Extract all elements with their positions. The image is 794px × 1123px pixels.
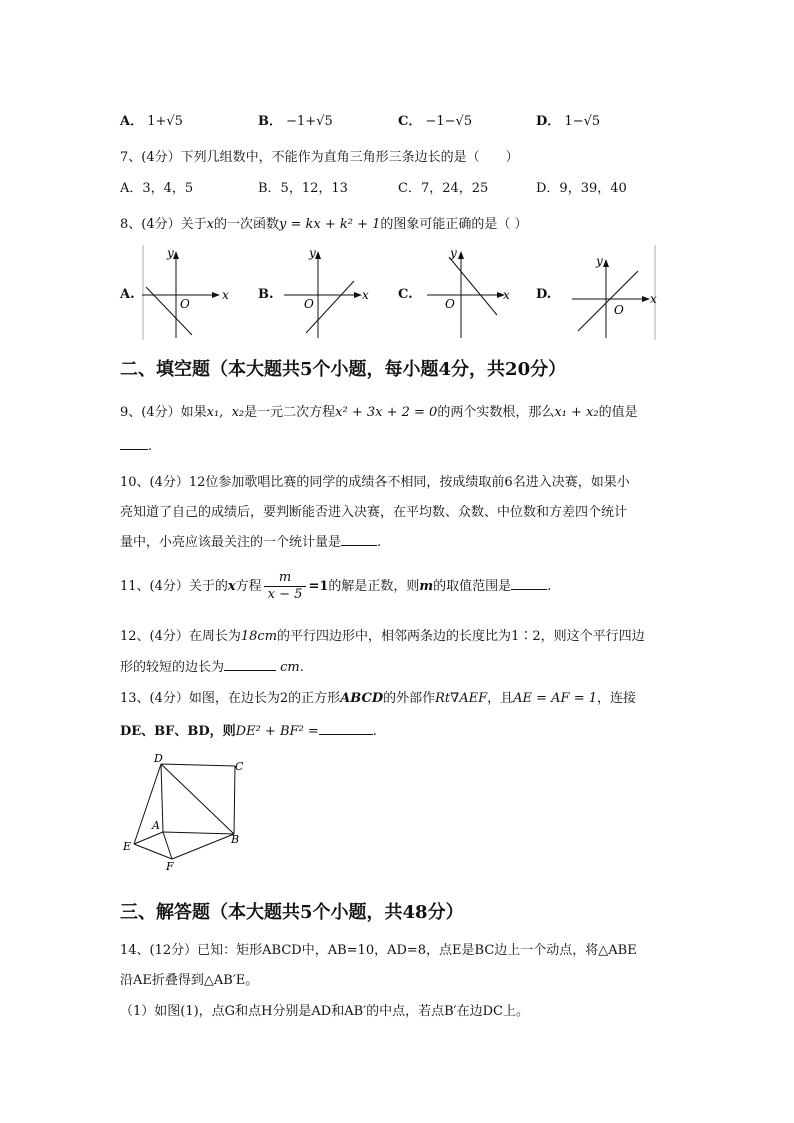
q8-option-d-label: D. [536,287,552,302]
q14-line-2: 沿AE折叠得到△AB′E。 [120,973,259,988]
q9-answer-line: . [120,437,152,454]
q8-option-a-label: A. [120,287,135,302]
q6-option-b-label: B． [258,114,282,129]
q6-option-c-label: C． [398,114,422,129]
q8-graph-c [425,245,520,340]
q7-option-c: C．7，24，25 [398,181,489,196]
q8-option-c-label: C. [398,287,413,302]
q6-option-c: −1−√5 [425,114,473,129]
svg-text:x: x [362,288,369,302]
svg-text:x: x [222,288,229,302]
q7-option-a: A．3，4，5 [120,181,194,196]
svg-text:y: y [450,246,457,260]
q11-blank[interactable] [511,577,547,590]
svg-text:O: O [614,303,624,317]
q6-option-a: 1+√5 [147,114,183,129]
q12-stem: 12、(4分）在周长为18cm的平行四边形中，相邻两条边的长度比为1∶2，则这个平行四边 [120,629,645,644]
svg-text:y: y [167,246,174,260]
svg-text:C: C [235,760,244,773]
q14-line-1: 14、(12分）已知：矩形ABCD中，AB=10，AD=8，点E是BC边上一个动点，将△ABE [120,943,637,958]
q13-line-2: DE、BF、BD，则DE² + BF² = . [120,724,377,739]
q6-option-a-label: A． [120,114,144,129]
q8-graph-a [140,245,235,340]
q7-option-d: D．9，39，40 [536,181,627,196]
q10-line-2: 亮知道了自己的成绩后，要判断能否进入决赛，在平均数、众数、中位数和方差四个统计 [120,505,628,520]
q7-stem: 7、(4分）下列几组数中，不能作为直角三角形三条边长的是（ ） [120,150,519,165]
q14-line-3: （1）如图(1)，点G和点H分别是AD和AB′的中点，若点B′在边DC上。 [120,1004,529,1019]
q13-stem: 13、(4分）如图，在边长为2的正方形ABCD的外部作Rt∇AEF，且AE = AF = 1，连接 [120,691,637,706]
q8-graph-b [282,245,377,340]
q12-blank[interactable] [224,658,276,671]
q11-fraction: $\frac{m}{x - 5}$ [264,570,307,603]
q6-option-d: 1−√5 [564,114,601,129]
q11-stem: 11、(4分）关于的x方程 $\frac{m}{x - 5}$ =1的解是正数，则m的取值范围是 . [120,570,552,602]
svg-text:B: B [231,833,240,846]
q8-graph-d [570,245,665,340]
svg-text:x: x [650,292,657,306]
q10-blank[interactable] [341,533,377,546]
svg-text:x: x [503,288,510,302]
svg-text:E: E [123,840,132,853]
svg-text:F: F [166,860,174,873]
section-2-heading: 二、填空题（本大题共5个小题，每小题4分，共20分） [120,359,567,380]
svg-text:y: y [596,254,603,268]
svg-text:A: A [152,819,160,832]
q9-blank[interactable] [120,437,148,450]
svg-text:y: y [309,246,316,260]
q9-stem: 9、(4分）如果x₁, x₂是一元二次方程x² + 3x + 2 = 0的两个实数根，那么x₁ + x₂的值是 [120,405,638,420]
q8-option-b-label: B. [258,287,274,302]
q10-line-1: 10、(4分）12位参加歌唱比赛的同学的成绩各不相同，按成绩取前6名进入决赛，如果小 [120,475,630,490]
q12-line-2: 形的较短的边长为 cm. [120,660,304,675]
q8-stem: 8、(4分）关于x的一次函数y = kx + k² + 1的图象可能正确的是（ ） [120,217,528,232]
q7-option-b: B．5，12，13 [258,181,348,196]
q13-figure [118,752,248,873]
svg-text:D: D [154,752,163,765]
section-3-heading: 三、解答题（本大题共5个小题，共48分） [120,902,464,923]
svg-text:O: O [304,297,314,311]
q10-line-3: 量中，小亮应该最关注的一个统计量是 . [120,535,382,550]
svg-text:O: O [445,297,455,311]
q13-blank[interactable] [319,722,373,735]
svg-text:O: O [180,297,190,311]
q6-option-b: −1+√5 [286,114,333,129]
q6-option-d-label: D． [536,114,561,129]
